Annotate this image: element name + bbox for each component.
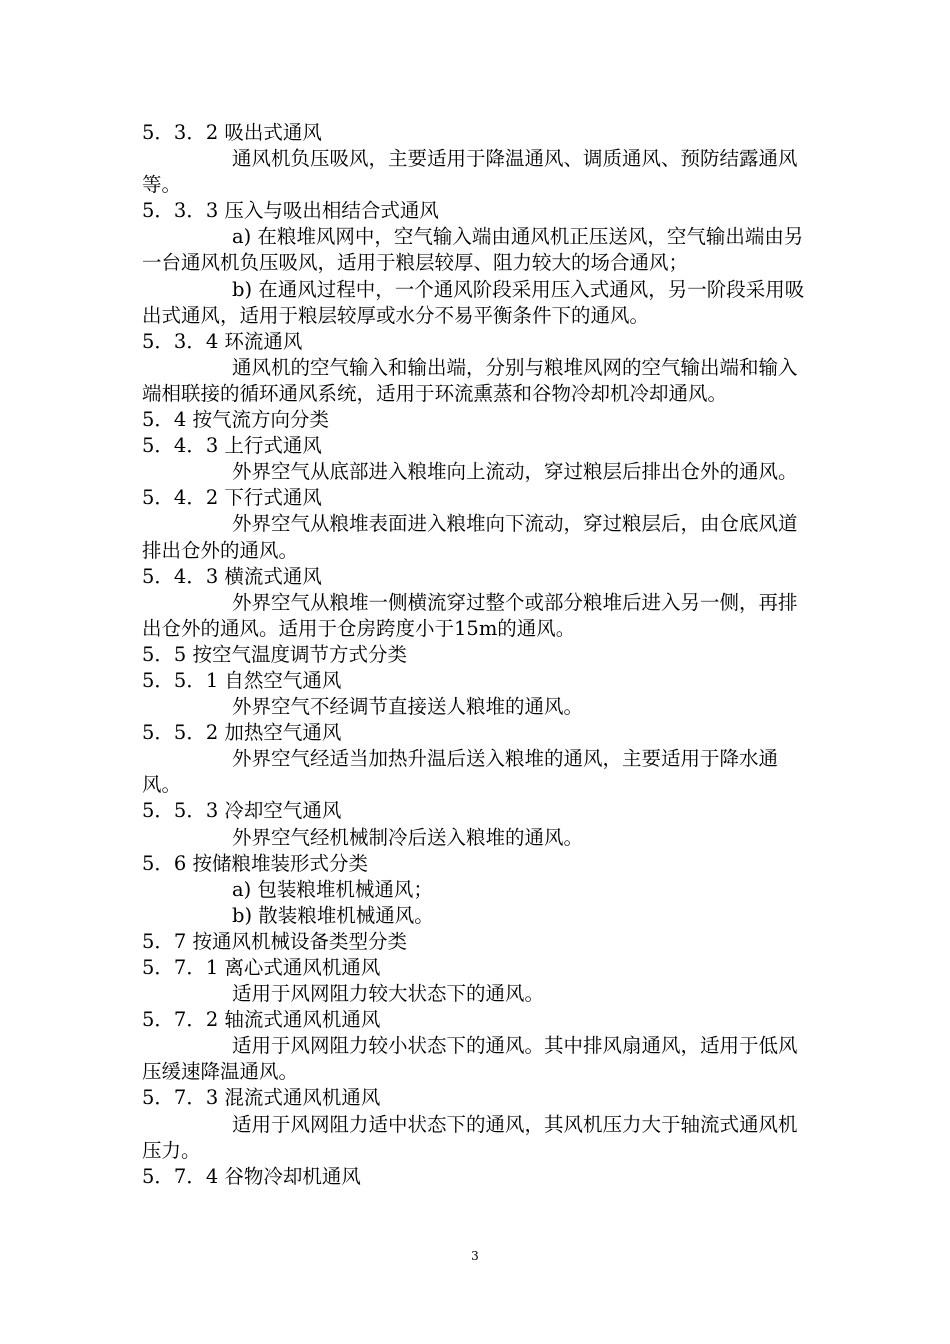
section-heading: 5．3．3 压入与吸出相结合式通风 (142, 199, 439, 223)
section-heading: 5．4 按气流方向分类 (142, 408, 330, 432)
paragraph: 适用于风网阻力较大状态下的通风。 (232, 982, 545, 1006)
section-heading: 5．3．2 吸出式通风 (142, 121, 322, 144)
section-heading: 5．7．1 离心式通风机通风 (142, 956, 381, 979)
paragraph: 通风机负压吸风，主要适用于降温通风、调质通风、预防结露通风等。 (142, 147, 798, 197)
section-heading: 5．5．2 加热空气通风 (142, 721, 342, 745)
list-item-paragraph: b) 散装粮堆机械通风。 (232, 903, 434, 927)
list-item-paragraph: a) 包装粮堆机械通风； (232, 877, 433, 901)
section-heading: 5．7．4 谷物冷却机通风 (142, 1164, 361, 1188)
paragraph: 通风机的空气输入和输出端，分别与粮堆风网的空气输出端和输入端相联接的循环通风系统，适用于环流熏蒸和谷物冷却机冷却通风。 (142, 355, 798, 405)
section-heading: 5．7 按通风机械设备类型分类 (142, 929, 408, 953)
paragraph: 外界空气经适当加热升温后送入粮堆的通风，主要适用于降水通风。 (142, 747, 779, 797)
list-item-paragraph: b) 在通风过程中，一个通风阶段采用压入式通风，另一阶段采用吸出式通风，适用于粮层较厚或水分不易平衡条件下的通风。 (142, 277, 805, 327)
section-heading: 5．4．3 横流式通风 (142, 564, 322, 588)
section-heading: 5．3．4 环流通风 (142, 329, 303, 353)
document-body (142, 120, 810, 1190)
paragraph: 外界空气从粮堆一侧横流穿过整个或部分粮堆后进入另一侧，再排出仓外的通风。适用于仓房跨度小于15m的通风。 (142, 590, 798, 640)
section-heading: 5．4．3 上行式通风 (142, 434, 322, 458)
section-heading: 5．6 按储粮堆装形式分类 (142, 851, 369, 875)
section-heading: 5．7．2 轴流式通风机通风 (142, 1008, 381, 1032)
paragraph: 适用于风网阻力适中状态下的通风，其风机压力大于轴流式通风机压力。 (142, 1112, 798, 1162)
section-heading: 5．7．3 混流式通风机通风 (142, 1086, 381, 1110)
paragraph: 外界空气不经调节直接送人粮堆的通风。 (232, 695, 584, 719)
list-item-paragraph: a) 在粮堆风网中，空气输入端由通风机正压送风，空气输出端由另一台通风机负压吸风，适用于粮层较厚、阻力较大的场合通风； (142, 225, 804, 275)
paragraph: 外界空气从底部进入粮堆向上流动，穿过粮层后排出仓外的通风。 (232, 460, 798, 484)
page-number: 3 (471, 1249, 479, 1263)
section-heading: 5．4．2 下行式通风 (142, 486, 322, 510)
section-heading: 5．5 按空气温度调节方式分类 (142, 642, 408, 666)
paragraph: 外界空气经机械制冷后送入粮堆的通风。 (232, 825, 584, 849)
paragraph: 适用于风网阻力较小状态下的通风。其中排风扇通风，适用于低风压缓速降温通风。 (142, 1034, 798, 1084)
section-heading: 5．5．3 冷却空气通风 (142, 799, 342, 823)
section-heading: 5．5．1 自然空气通风 (142, 668, 342, 692)
paragraph: 外界空气从粮堆表面进入粮堆向下流动，穿过粮层后，由仓底风道排出仓外的通风。 (142, 512, 798, 562)
